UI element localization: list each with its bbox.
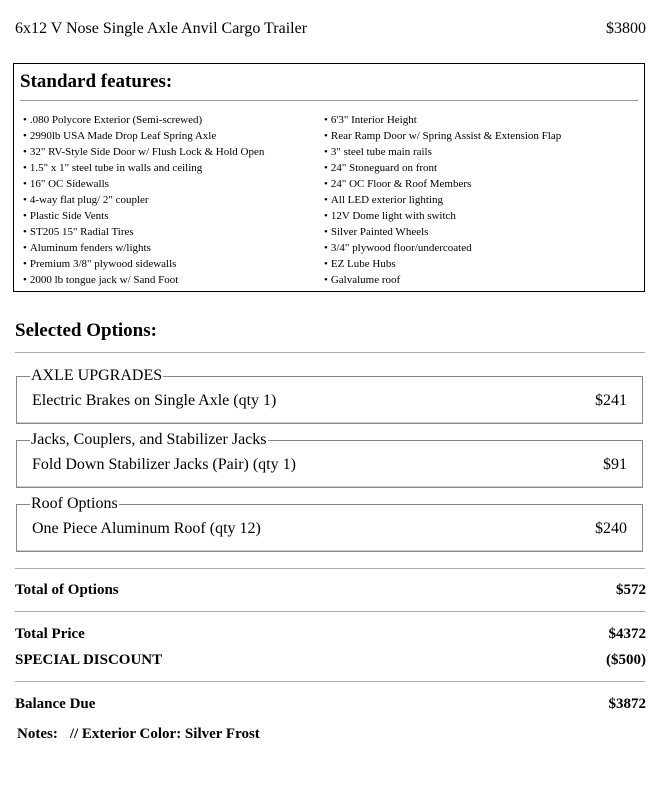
balance-due-label: Balance Due [15, 696, 96, 712]
feature-item: • Rear Ramp Door w/ Spring Assist & Extension Flap [324, 128, 561, 144]
total-of-options-row [15, 580, 646, 600]
option-row [32, 519, 627, 539]
feature-item: • ST205 15" Radial Tires [23, 224, 264, 240]
feature-item: • All LED exterior lighting [324, 192, 561, 208]
feature-item: • 1.5" x 1" steel tube in walls and ceiling [23, 160, 264, 176]
option-group-legend: AXLE UPGRADES [31, 367, 163, 384]
standard-features-title: Standard features: [20, 71, 173, 92]
total-price-label: Total Price [15, 626, 85, 642]
option-item: Fold Down Stabilizer Jacks (Pair) (qty 1) [32, 456, 296, 473]
feature-item: • Galvalume roof [324, 272, 561, 288]
selected-options-title: Selected Options: [15, 320, 157, 341]
divider [15, 611, 645, 612]
feature-item: • Premium 3/8" plywood sidewalls [23, 256, 264, 272]
divider [15, 352, 645, 353]
feature-item: • 12V Dome light with switch [324, 208, 561, 224]
product-line [15, 19, 646, 39]
option-price: $91 [603, 456, 627, 473]
feature-item: • 2990lb USA Made Drop Leaf Spring Axle [23, 128, 264, 144]
notes-label: Notes: [17, 726, 58, 742]
feature-item: • Silver Painted Wheels [324, 224, 561, 240]
feature-item: • .080 Polycore Exterior (Semi-screwed) [23, 112, 264, 128]
features-list-right [324, 112, 561, 288]
option-group-legend: Jacks, Couplers, and Stabilizer Jacks [31, 431, 267, 448]
feature-item: • 3/4" plywood floor/undercoated [324, 240, 561, 256]
standard-features-box [13, 63, 645, 292]
option-price: $240 [595, 520, 627, 537]
feature-item: • EZ Lube Hubs [324, 256, 561, 272]
total-of-options-label: Total of Options [15, 582, 119, 598]
divider [20, 100, 638, 101]
feature-item: • 4-way flat plug/ 2" coupler [23, 192, 264, 208]
notes-text: // Exterior Color: Silver Frost [69, 726, 260, 742]
features-list-left [23, 112, 264, 288]
feature-item: • 2000 lb tongue jack w/ Sand Foot [23, 272, 264, 288]
special-discount-label: SPECIAL DISCOUNT [15, 652, 163, 668]
product-price: $3800 [606, 20, 646, 37]
option-group-jacks [16, 431, 643, 488]
divider [15, 568, 645, 569]
feature-item: • 24" Stoneguard on front [324, 160, 561, 176]
feature-item: • 32" RV-Style Side Door w/ Flush Lock & Hold Open [23, 144, 264, 160]
option-price: $241 [595, 392, 627, 409]
special-discount-row [15, 650, 646, 670]
feature-item: • 6'3" Interior Height [324, 112, 561, 128]
option-row [32, 455, 627, 475]
total-price-value: $4372 [608, 626, 646, 642]
feature-item: • Aluminum fenders w/lights [23, 240, 264, 256]
feature-item: • 24" OC Floor & Roof Members [324, 176, 561, 192]
feature-item: • 16" OC Sidewalls [23, 176, 264, 192]
divider [15, 681, 645, 682]
total-of-options-value: $572 [616, 582, 646, 598]
option-row [32, 391, 627, 411]
total-price-row [15, 624, 646, 644]
option-item: One Piece Aluminum Roof (qty 12) [32, 520, 261, 537]
option-group-roof [16, 495, 643, 552]
option-group-axle-upgrades [16, 367, 643, 424]
option-group-legend: Roof Options [31, 495, 118, 512]
feature-item: • Plastic Side Vents [23, 208, 264, 224]
special-discount-value: ($500) [606, 652, 646, 668]
feature-item: • 3" steel tube main rails [324, 144, 561, 160]
balance-due-row [15, 694, 646, 714]
notes [17, 724, 260, 744]
product-name: 6x12 V Nose Single Axle Anvil Cargo Trailer [15, 20, 308, 37]
balance-due-value: $3872 [608, 696, 646, 712]
option-item: Electric Brakes on Single Axle (qty 1) [32, 392, 277, 409]
